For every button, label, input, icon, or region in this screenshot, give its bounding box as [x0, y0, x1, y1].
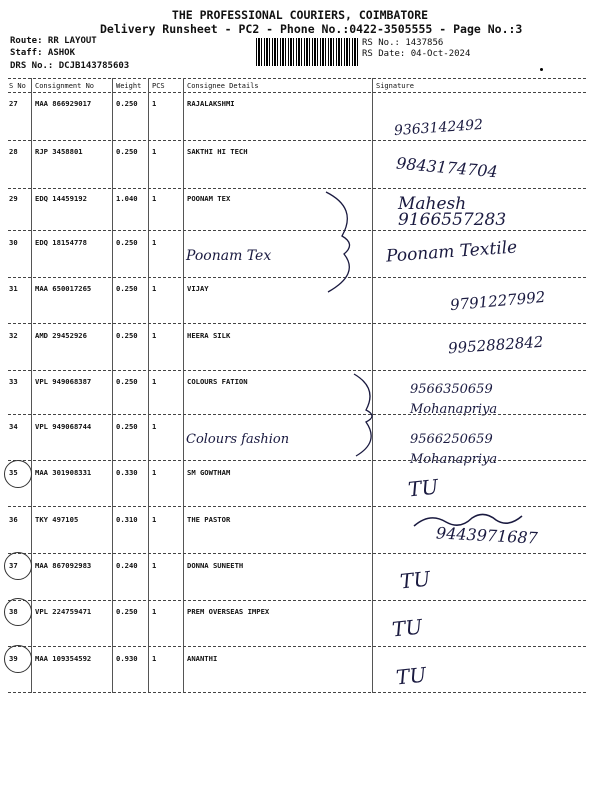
- row-pcs: 1: [152, 515, 157, 524]
- row-consignee: THE PASTOR: [187, 515, 231, 524]
- handwritten-consignee: Colours fashion: [186, 432, 290, 447]
- row-pcs: 1: [152, 99, 157, 108]
- row-consignee: COLOURS FATION: [187, 377, 248, 386]
- col-sno: S No: [9, 82, 26, 90]
- row-sno: 38: [9, 607, 18, 616]
- row-separator: [8, 460, 586, 461]
- row-consignee: SM GOWTHAM: [187, 468, 231, 477]
- row-consignment: TKY 497105: [35, 515, 79, 524]
- row-consignee: PREM OVERSEAS IMPEX: [187, 607, 270, 616]
- row-consignment: MAA 867092983: [35, 561, 92, 570]
- row-signature: TU: [398, 566, 432, 594]
- rs-date: RS Date: 04-Oct-2024: [362, 49, 471, 59]
- row-consignee: RAJALAKSHMI: [187, 99, 235, 108]
- row-signature: 9443971687: [435, 523, 539, 548]
- row-separator: [8, 230, 586, 231]
- row-separator: [8, 370, 586, 371]
- row-sno: 36: [9, 515, 18, 524]
- row-consignment: AMD 29452926: [35, 331, 87, 340]
- row-consignee: DONNA SUNEETH: [187, 561, 244, 570]
- col-pcs: PCS: [152, 82, 165, 90]
- brace-scribble: [348, 370, 388, 460]
- row-sno: 27: [9, 99, 18, 108]
- row-pcs: 1: [152, 468, 157, 477]
- row-weight: 0.250: [116, 238, 138, 247]
- row-weight: 0.310: [116, 515, 138, 524]
- row-separator: [8, 553, 586, 554]
- row-separator: [8, 140, 586, 141]
- row-weight: 0.930: [116, 654, 138, 663]
- drs-number: DRS No.: DCJB143785603: [10, 61, 130, 71]
- row-consignment: EDQ 18154778: [35, 238, 87, 247]
- row-signature: 9843174704: [395, 153, 499, 182]
- row-consignment: VPL 224759471: [35, 607, 92, 616]
- row-weight: 0.330: [116, 468, 138, 477]
- row-sno: 35: [9, 468, 18, 477]
- handwritten-consignee: Poonam Tex: [186, 248, 272, 264]
- runsheet-subtitle: Delivery Runsheet - PC2 - Phone No.:0422-3505555 - Page No.:3: [100, 22, 523, 36]
- brace-scribble: [316, 188, 366, 298]
- row-separator: [8, 600, 586, 601]
- row-separator: [8, 323, 586, 324]
- row-weight: 0.250: [116, 607, 138, 616]
- row-pcs: 1: [152, 561, 157, 570]
- table-top-line: [8, 78, 586, 79]
- col-consignee: Consignee Details: [187, 82, 259, 90]
- row-consignment: MAA 301908331: [35, 468, 92, 477]
- row-weight: 1.040: [116, 194, 138, 203]
- rs-number: RS No.: 1437856: [362, 38, 444, 48]
- table-header-line: [8, 92, 586, 93]
- row-signature: Poonam Textile: [385, 237, 518, 267]
- row-pcs: 1: [152, 607, 157, 616]
- row-signature: TU: [406, 474, 440, 502]
- row-separator: [8, 414, 586, 415]
- row-sno: 32: [9, 331, 18, 340]
- row-pcs: 1: [152, 238, 157, 247]
- staff: Staff: ASHOK: [10, 48, 76, 58]
- row-consignment: EDQ 14459192: [35, 194, 87, 203]
- row-signature: 9566350659 Mohanapriya: [410, 382, 498, 417]
- row-weight: 0.250: [116, 377, 138, 386]
- row-consignment: MAA 866929017: [35, 99, 92, 108]
- row-sno: 39: [9, 654, 18, 663]
- row-sno: 28: [9, 147, 18, 156]
- row-pcs: 1: [152, 331, 157, 340]
- row-consignment: VPL 949068387: [35, 377, 92, 386]
- row-sno: 34: [9, 422, 18, 431]
- row-consignee: ANANTHI: [187, 654, 218, 663]
- company-title: THE PROFESSIONAL COURIERS, COIMBATORE: [171, 8, 429, 22]
- row-weight: 0.250: [116, 331, 138, 340]
- row-consignment: MAA 650017265: [35, 284, 92, 293]
- row-sno: 37: [9, 561, 18, 570]
- row-signature: TU: [394, 662, 428, 690]
- row-separator: [8, 506, 586, 507]
- row-weight: 0.250: [116, 147, 138, 156]
- route: Route: RR LAYOUT: [10, 36, 97, 46]
- row-pcs: 1: [152, 654, 157, 663]
- row-consignment: RJP 3458801: [35, 147, 83, 156]
- row-weight: 0.250: [116, 284, 138, 293]
- row-separator: [8, 692, 586, 693]
- row-pcs: 1: [152, 284, 157, 293]
- row-sno: 30: [9, 238, 18, 247]
- row-sno: 31: [9, 284, 18, 293]
- col-weight: Weight: [116, 82, 142, 90]
- row-signature: 9952882842: [447, 332, 544, 358]
- row-weight: 0.250: [116, 422, 138, 431]
- row-signature: 9791227992: [449, 287, 547, 315]
- ink-dot: [540, 68, 543, 71]
- row-separator: [8, 188, 586, 189]
- col-consignment: Consignment No: [35, 82, 95, 90]
- row-consignee: HEERA SILK: [187, 331, 231, 340]
- row-consignment: VPL 949068744: [35, 422, 92, 431]
- row-weight: 0.240: [116, 561, 138, 570]
- row-pcs: 1: [152, 147, 157, 156]
- row-signature: Mahesh 9166557283: [398, 194, 507, 230]
- row-pcs: 1: [152, 377, 157, 386]
- row-pcs: 1: [152, 194, 157, 203]
- row-consignee: POONAM TEX: [187, 194, 231, 203]
- row-signature: 9363142492: [393, 116, 484, 140]
- row-pcs: 1: [152, 422, 157, 431]
- row-consignment: MAA 109354592: [35, 654, 92, 663]
- row-signature: 9566250659 Mohanapriya: [410, 432, 498, 467]
- row-consignee: SAKTHI HI TECH: [187, 147, 248, 156]
- row-separator: [8, 277, 586, 278]
- row-consignee: VIJAY: [187, 284, 209, 293]
- row-separator: [8, 646, 586, 647]
- row-weight: 0.250: [116, 99, 138, 108]
- row-sno: 29: [9, 194, 18, 203]
- col-signature: Signature: [376, 82, 414, 90]
- row-sno: 33: [9, 377, 18, 386]
- row-signature: TU: [390, 614, 424, 642]
- barcode: [256, 38, 358, 66]
